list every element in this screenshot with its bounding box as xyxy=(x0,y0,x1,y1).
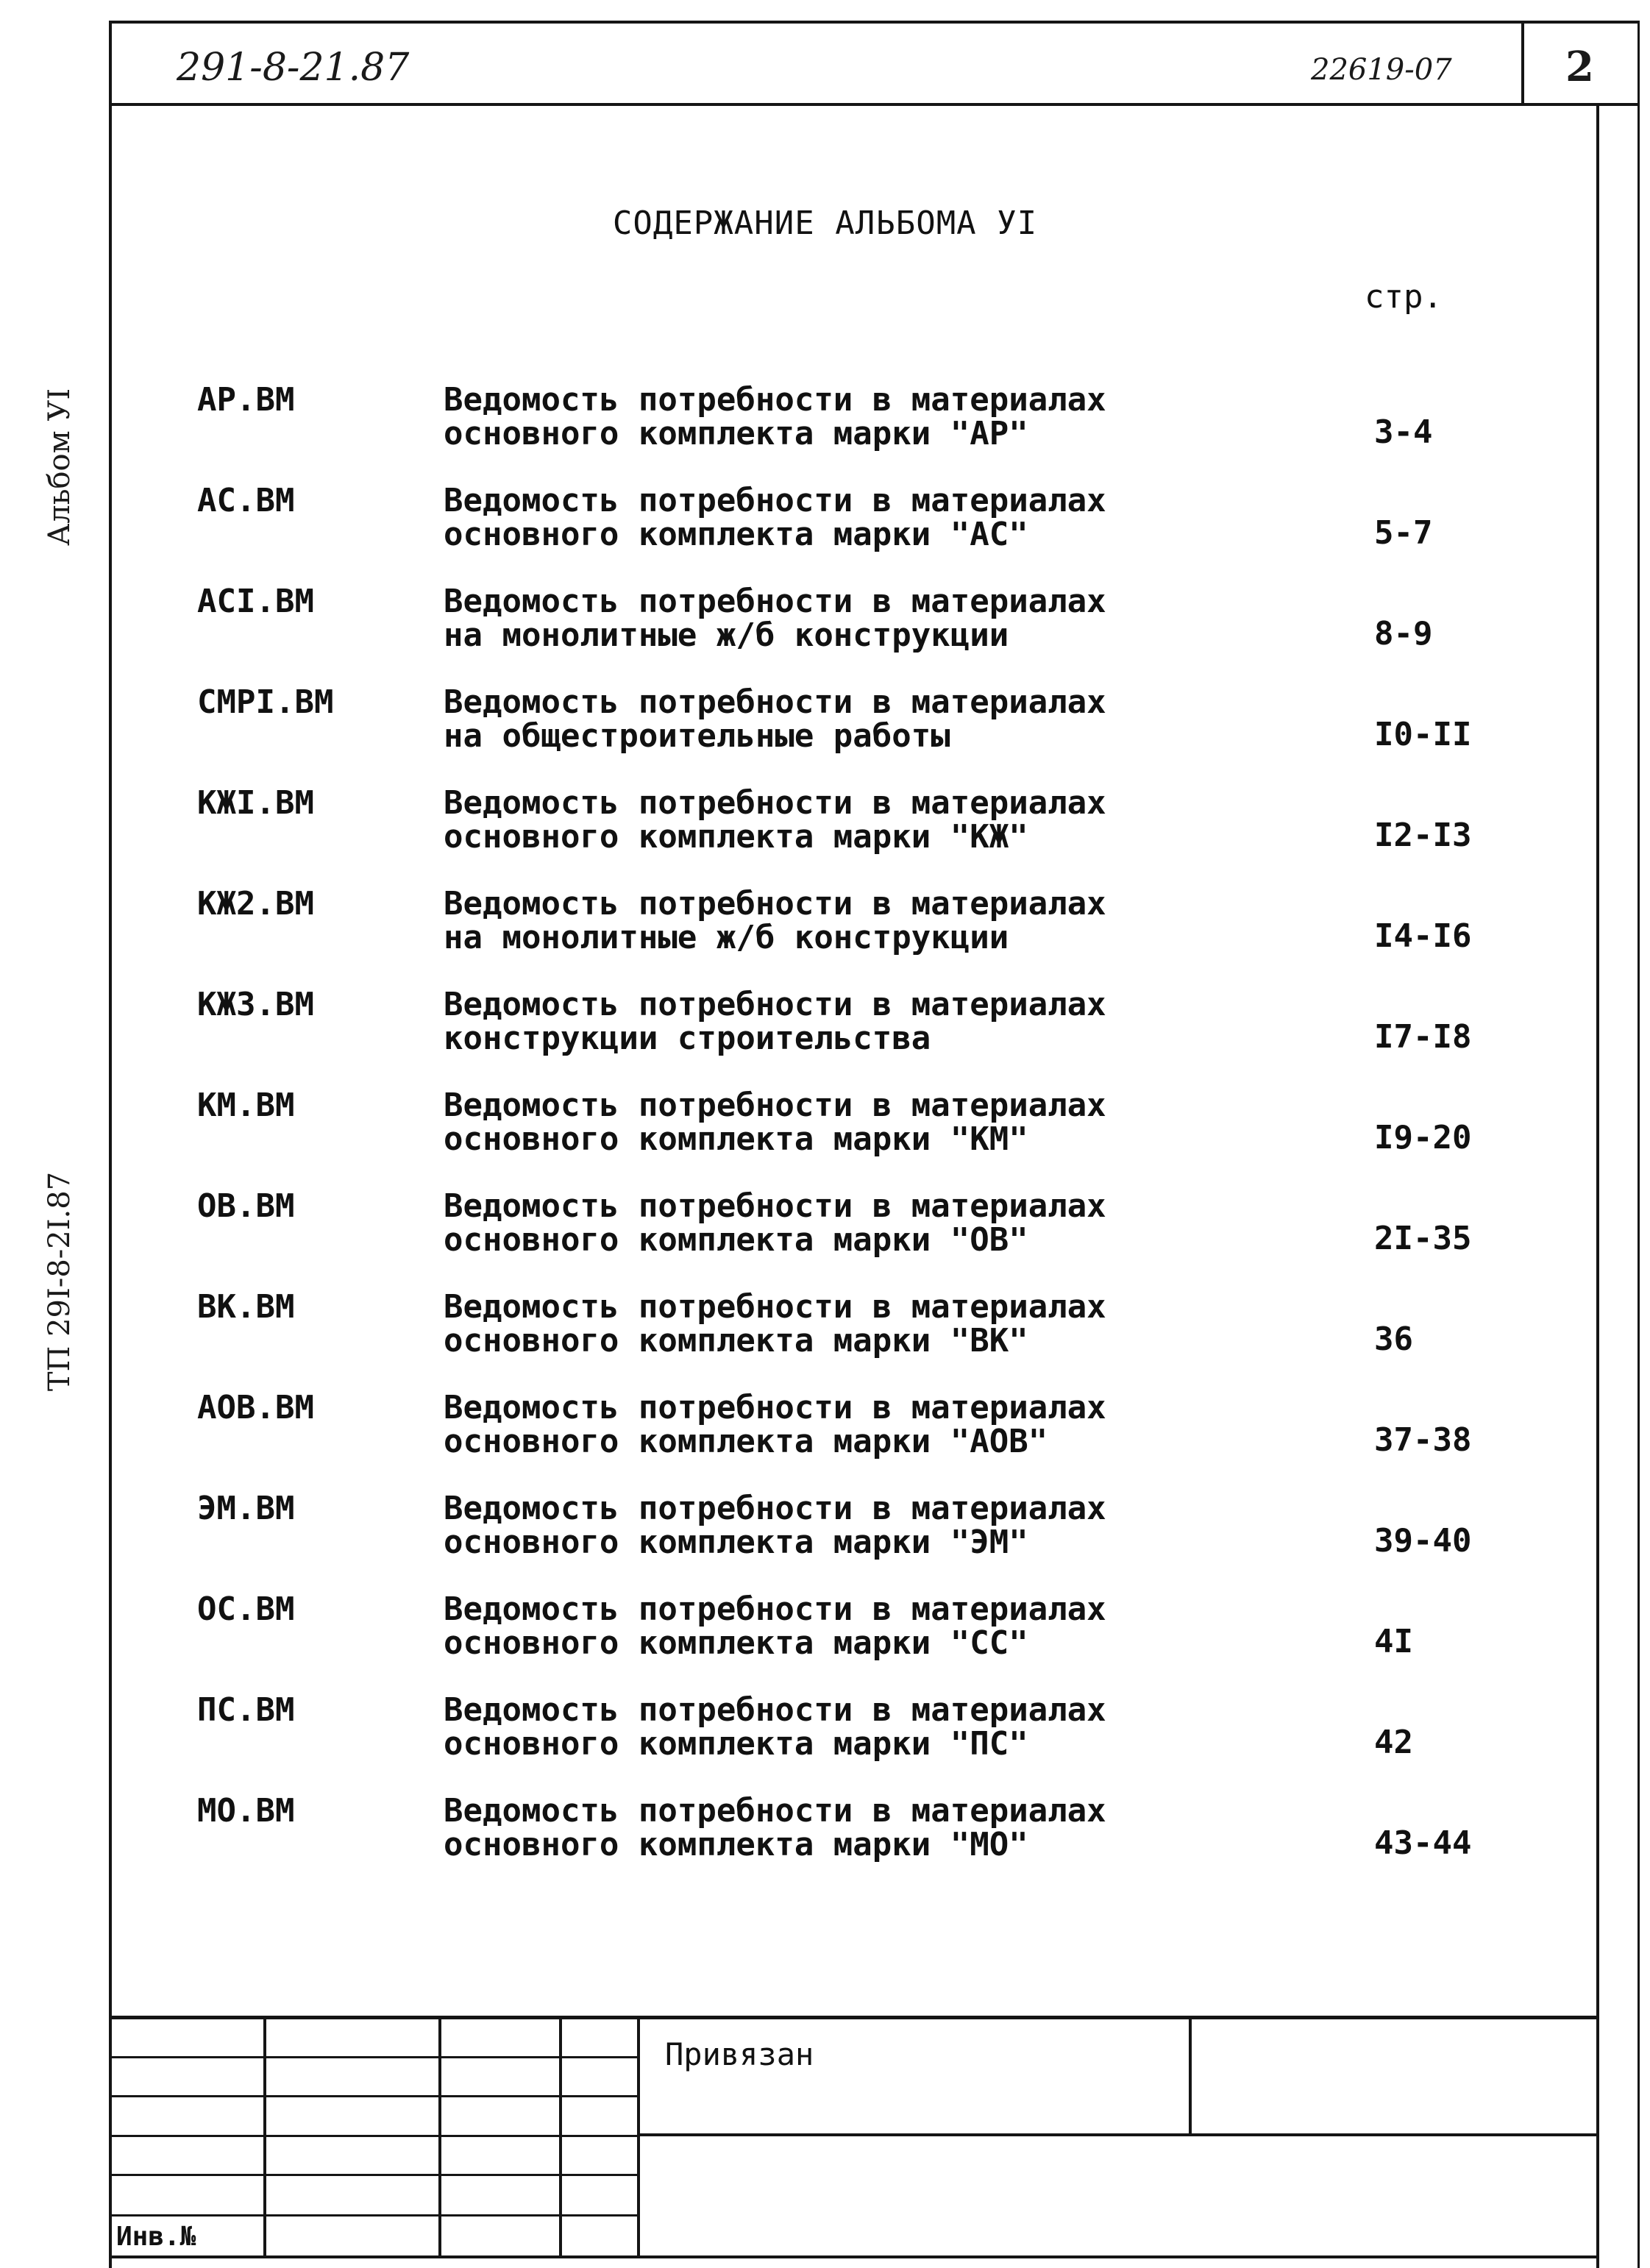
title-block-mid-line xyxy=(637,2133,1598,2136)
contents-entry xyxy=(0,1087,1650,1175)
title-block-row-line xyxy=(109,2095,639,2097)
contents-entry xyxy=(0,1490,1650,1578)
entry-description-line1: Ведомость потребности в материалах xyxy=(444,1490,1106,1527)
entry-description-line2: основного комплекта марки "АС" xyxy=(444,516,1028,553)
title-block-vline xyxy=(263,2016,266,2258)
title-block-vline xyxy=(559,2016,562,2258)
entry-description-line1: Ведомость потребности в материалах xyxy=(444,1590,1106,1628)
entry-description-line2: основного комплекта марки "КЖ" xyxy=(444,818,1028,856)
entry-code: КЖ2.ВМ xyxy=(197,885,314,923)
entry-pages: I7-I8 xyxy=(1374,1018,1472,1056)
entry-description-line1: Ведомость потребности в материалах xyxy=(444,1792,1106,1830)
entry-description-line1: Ведомость потребности в материалах xyxy=(444,986,1106,1023)
entry-pages: 8-9 xyxy=(1374,615,1433,653)
entry-description-line2: конструкции строительства xyxy=(444,1020,931,1057)
contents-entry xyxy=(0,583,1650,671)
title-block-row-line xyxy=(109,2056,639,2058)
title-block-vline xyxy=(438,2016,441,2258)
sheet-box-divider xyxy=(1521,21,1524,106)
entry-pages: 39-40 xyxy=(1374,1522,1472,1560)
contents-entry xyxy=(0,482,1650,570)
entry-code: ВК.ВМ xyxy=(197,1288,295,1326)
album-margin-label: Альбом УI xyxy=(43,388,77,546)
title-block-row-line xyxy=(109,2214,639,2217)
entry-description-line1: Ведомость потребности в материалах xyxy=(444,885,1106,923)
entry-description-line1: Ведомость потребности в материалах xyxy=(444,1288,1106,1326)
header-bottom-line xyxy=(109,103,1639,106)
entry-description-line2: основного комплекта марки "АОВ" xyxy=(444,1423,1048,1460)
contents-entry xyxy=(0,784,1650,872)
contents-entry xyxy=(0,1187,1650,1276)
inventory-number-handwritten: 22619-07 xyxy=(1311,53,1452,87)
entry-description-line1: Ведомость потребности в материалах xyxy=(444,1389,1106,1426)
entry-code: ПС.ВМ xyxy=(197,1691,295,1729)
title-block-row-line xyxy=(109,2135,639,2137)
entry-description-line1: Ведомость потребности в материалах xyxy=(444,583,1106,620)
entry-pages: I9-20 xyxy=(1374,1119,1472,1156)
entry-description-line1: Ведомость потребности в материалах xyxy=(444,482,1106,519)
entry-code: ЭМ.ВМ xyxy=(197,1490,295,1527)
entry-description-line2: основного комплекта марки "АР" xyxy=(444,415,1028,452)
pages-column-header: стр. xyxy=(1365,278,1443,316)
entry-pages: 4I xyxy=(1374,1623,1413,1660)
inventory-label: Инв.№ xyxy=(116,2222,196,2252)
title-block-vline xyxy=(1189,2016,1192,2135)
entry-description-line2: основного комплекта марки "ПС" xyxy=(444,1725,1028,1763)
entry-pages: 5-7 xyxy=(1374,514,1433,552)
entry-description-line2: на общестроительные работы xyxy=(444,717,950,755)
entry-code: КЖI.ВМ xyxy=(197,784,314,822)
doc-code-handwritten: 291-8-21.87 xyxy=(177,46,410,90)
entry-pages: 42 xyxy=(1374,1724,1413,1761)
contents-entry xyxy=(0,1389,1650,1477)
entry-pages: 36 xyxy=(1374,1320,1413,1358)
entry-description-line1: Ведомость потребности в материалах xyxy=(444,1087,1106,1124)
title-block-row-line xyxy=(109,2174,639,2176)
entry-code: ОВ.ВМ xyxy=(197,1187,295,1225)
entry-description-line2: основного комплекта марки "КМ" xyxy=(444,1120,1028,1158)
entry-pages: I0-II xyxy=(1374,716,1472,753)
contents-entry xyxy=(0,885,1650,973)
entry-pages: 3-4 xyxy=(1374,413,1433,451)
entry-description-line2: на монолитные ж/б конструкции xyxy=(444,616,1009,654)
contents-entry xyxy=(0,1590,1650,1679)
contents-entry xyxy=(0,986,1650,1074)
title-block-vline xyxy=(637,2016,640,2258)
entry-description-line2: основного комплекта марки "ЭМ" xyxy=(444,1524,1028,1561)
entry-description-line2: основного комплекта марки "СС" xyxy=(444,1624,1028,1662)
entry-pages: 2I-35 xyxy=(1374,1220,1472,1257)
frame-bottom-line xyxy=(109,2255,1598,2258)
entry-description-line2: основного комплекта марки "ОВ" xyxy=(444,1221,1028,1259)
entry-pages: I4-I6 xyxy=(1374,917,1472,955)
entry-description-line1: Ведомость потребности в материалах xyxy=(444,784,1106,822)
entry-code: АСI.ВМ xyxy=(197,583,314,620)
entry-code: АР.ВМ xyxy=(197,381,295,419)
project-margin-label: ТП 29I-8-2I.87 xyxy=(43,1171,77,1392)
entry-code: КЖ3.ВМ xyxy=(197,986,314,1023)
entry-description-line2: на монолитные ж/б конструкции xyxy=(444,919,1009,956)
attached-label: Привязан xyxy=(665,2036,814,2072)
entry-description-line2: основного комплекта марки "МО" xyxy=(444,1826,1028,1863)
sheet-number: 2 xyxy=(1565,43,1594,91)
entry-code: СМРI.ВМ xyxy=(197,683,334,721)
entry-code: МО.ВМ xyxy=(197,1792,295,1830)
entry-pages: I2-I3 xyxy=(1374,817,1472,854)
entry-description-line2: основного комплекта марки "ВК" xyxy=(444,1322,1028,1359)
contents-entry xyxy=(0,1792,1650,1880)
entry-code: КМ.ВМ xyxy=(197,1087,295,1124)
entry-code: АС.ВМ xyxy=(197,482,295,519)
contents-entry xyxy=(0,381,1650,469)
entry-pages: 37-38 xyxy=(1374,1421,1472,1459)
entry-description-line1: Ведомость потребности в материалах xyxy=(444,683,1106,721)
title-block-top-line xyxy=(109,2016,1598,2019)
page-title: СОДЕРЖАНИЕ АЛЬБОМА УI xyxy=(612,205,1038,242)
entry-description-line1: Ведомость потребности в материалах xyxy=(444,1187,1106,1225)
entry-code: АОВ.ВМ xyxy=(197,1389,314,1426)
contents-entry xyxy=(0,1288,1650,1376)
contents-entry xyxy=(0,683,1650,772)
entry-description-line1: Ведомость потребности в материалах xyxy=(444,1691,1106,1729)
entry-pages: 43-44 xyxy=(1374,1824,1472,1862)
frame-top-line xyxy=(109,21,1639,24)
entry-code: ОС.ВМ xyxy=(197,1590,295,1628)
contents-entry xyxy=(0,1691,1650,1780)
entry-description-line1: Ведомость потребности в материалах xyxy=(444,381,1106,419)
